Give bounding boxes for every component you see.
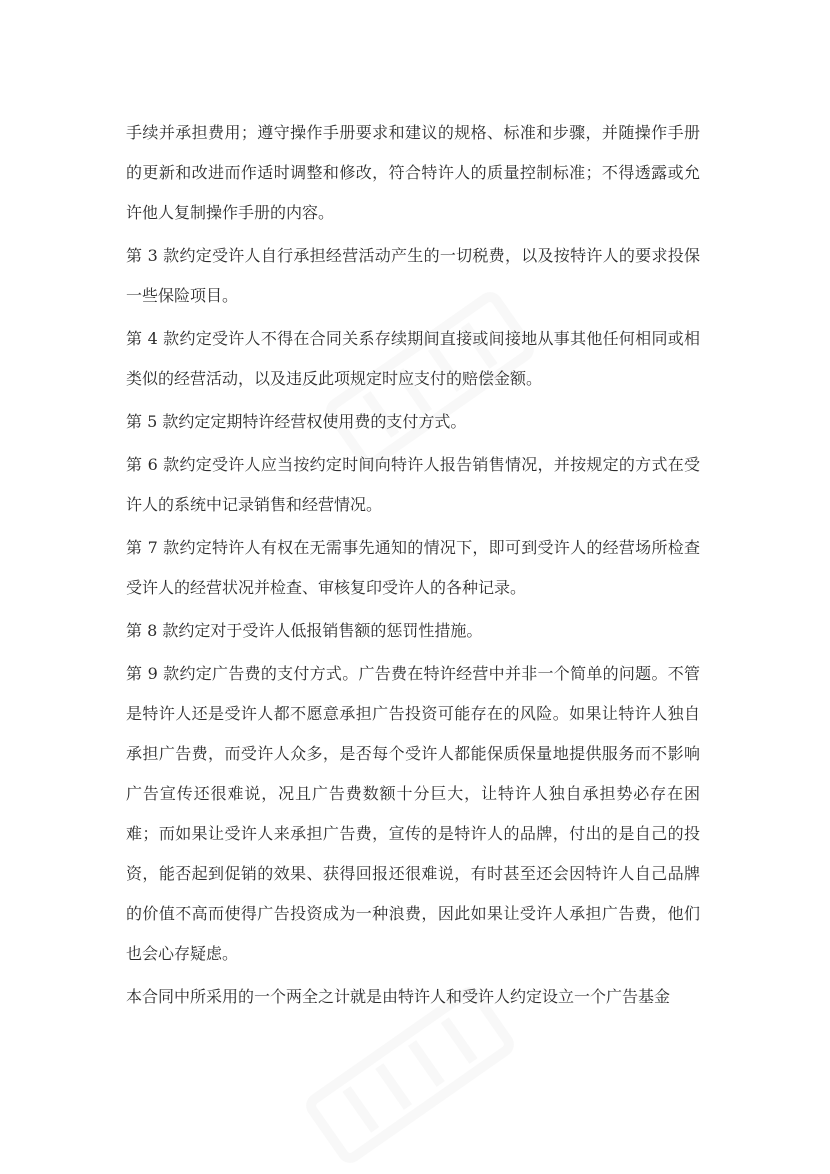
paragraph: 第 3 款约定受许人自行承担经营活动产生的一切税费，以及按特许人的要求投保一些保险项目。 — [126, 246, 700, 305]
paragraph: 本合同中所采用的一个两全之计就是由特许人和受许人约定设立一个广告基金 — [126, 987, 671, 1006]
paragraph: 第 4 款约定受许人不得在合同关系存续期间直接或间接地从事其他任何相同或相类似的经营活动，以及违反此项规定时应支付的赔偿金额。 — [126, 329, 700, 388]
paragraph: 第 5 款约定定期特许经营权使用费的支付方式。 — [126, 412, 467, 431]
paragraph: 第 8 款约定对于受许人低报销售额的惩罚性措施。 — [126, 621, 483, 640]
paragraph: 第 9 款约定广告费的支付方式。广告费在特许经营中并非一个简单的问题。不管是特许人还是受许人都不愿意承担广告投资可能存在的风险。如果让特许人独自承担广告费，而受许人众多，是否每个受许人都能保质保量地提供服务而不影响广告宣传还很难说，况且广告费数额十分巨大，让特许人独自承担势必存在困难；而如果让受许人来承担广告费，宣传的是特许人的品牌，付出的是自己的投资，能否起到促销的效果、获得回报还很难说，有时甚至还会因特许人自己品牌的价值不高而使得广告投资成为一种浪费，因此如果让受许人承担广告费，他们也会心存疑虑。 — [126, 664, 700, 963]
document-body — [126, 113, 700, 1020]
paragraph: 第 7 款约定特许人有权在无需事先通知的情况下，即可到受许人的经营场所检查受许人的经营状况并检查、审核复印受许人的各种记录。 — [126, 538, 700, 597]
paragraph: 手续并承担费用；遵守操作手册要求和建议的规格、标准和步骤，并随操作手册的更新和改进而作适时调整和修改，符合特许人的质量控制标准；不得透露或允许他人复制操作手册的内容。 — [126, 123, 700, 222]
paragraph: 第 6 款约定受许人应当按约定时间向特许人报告销售情况，并按规定的方式在受许人的系统中记录销售和经营情况。 — [126, 455, 700, 514]
